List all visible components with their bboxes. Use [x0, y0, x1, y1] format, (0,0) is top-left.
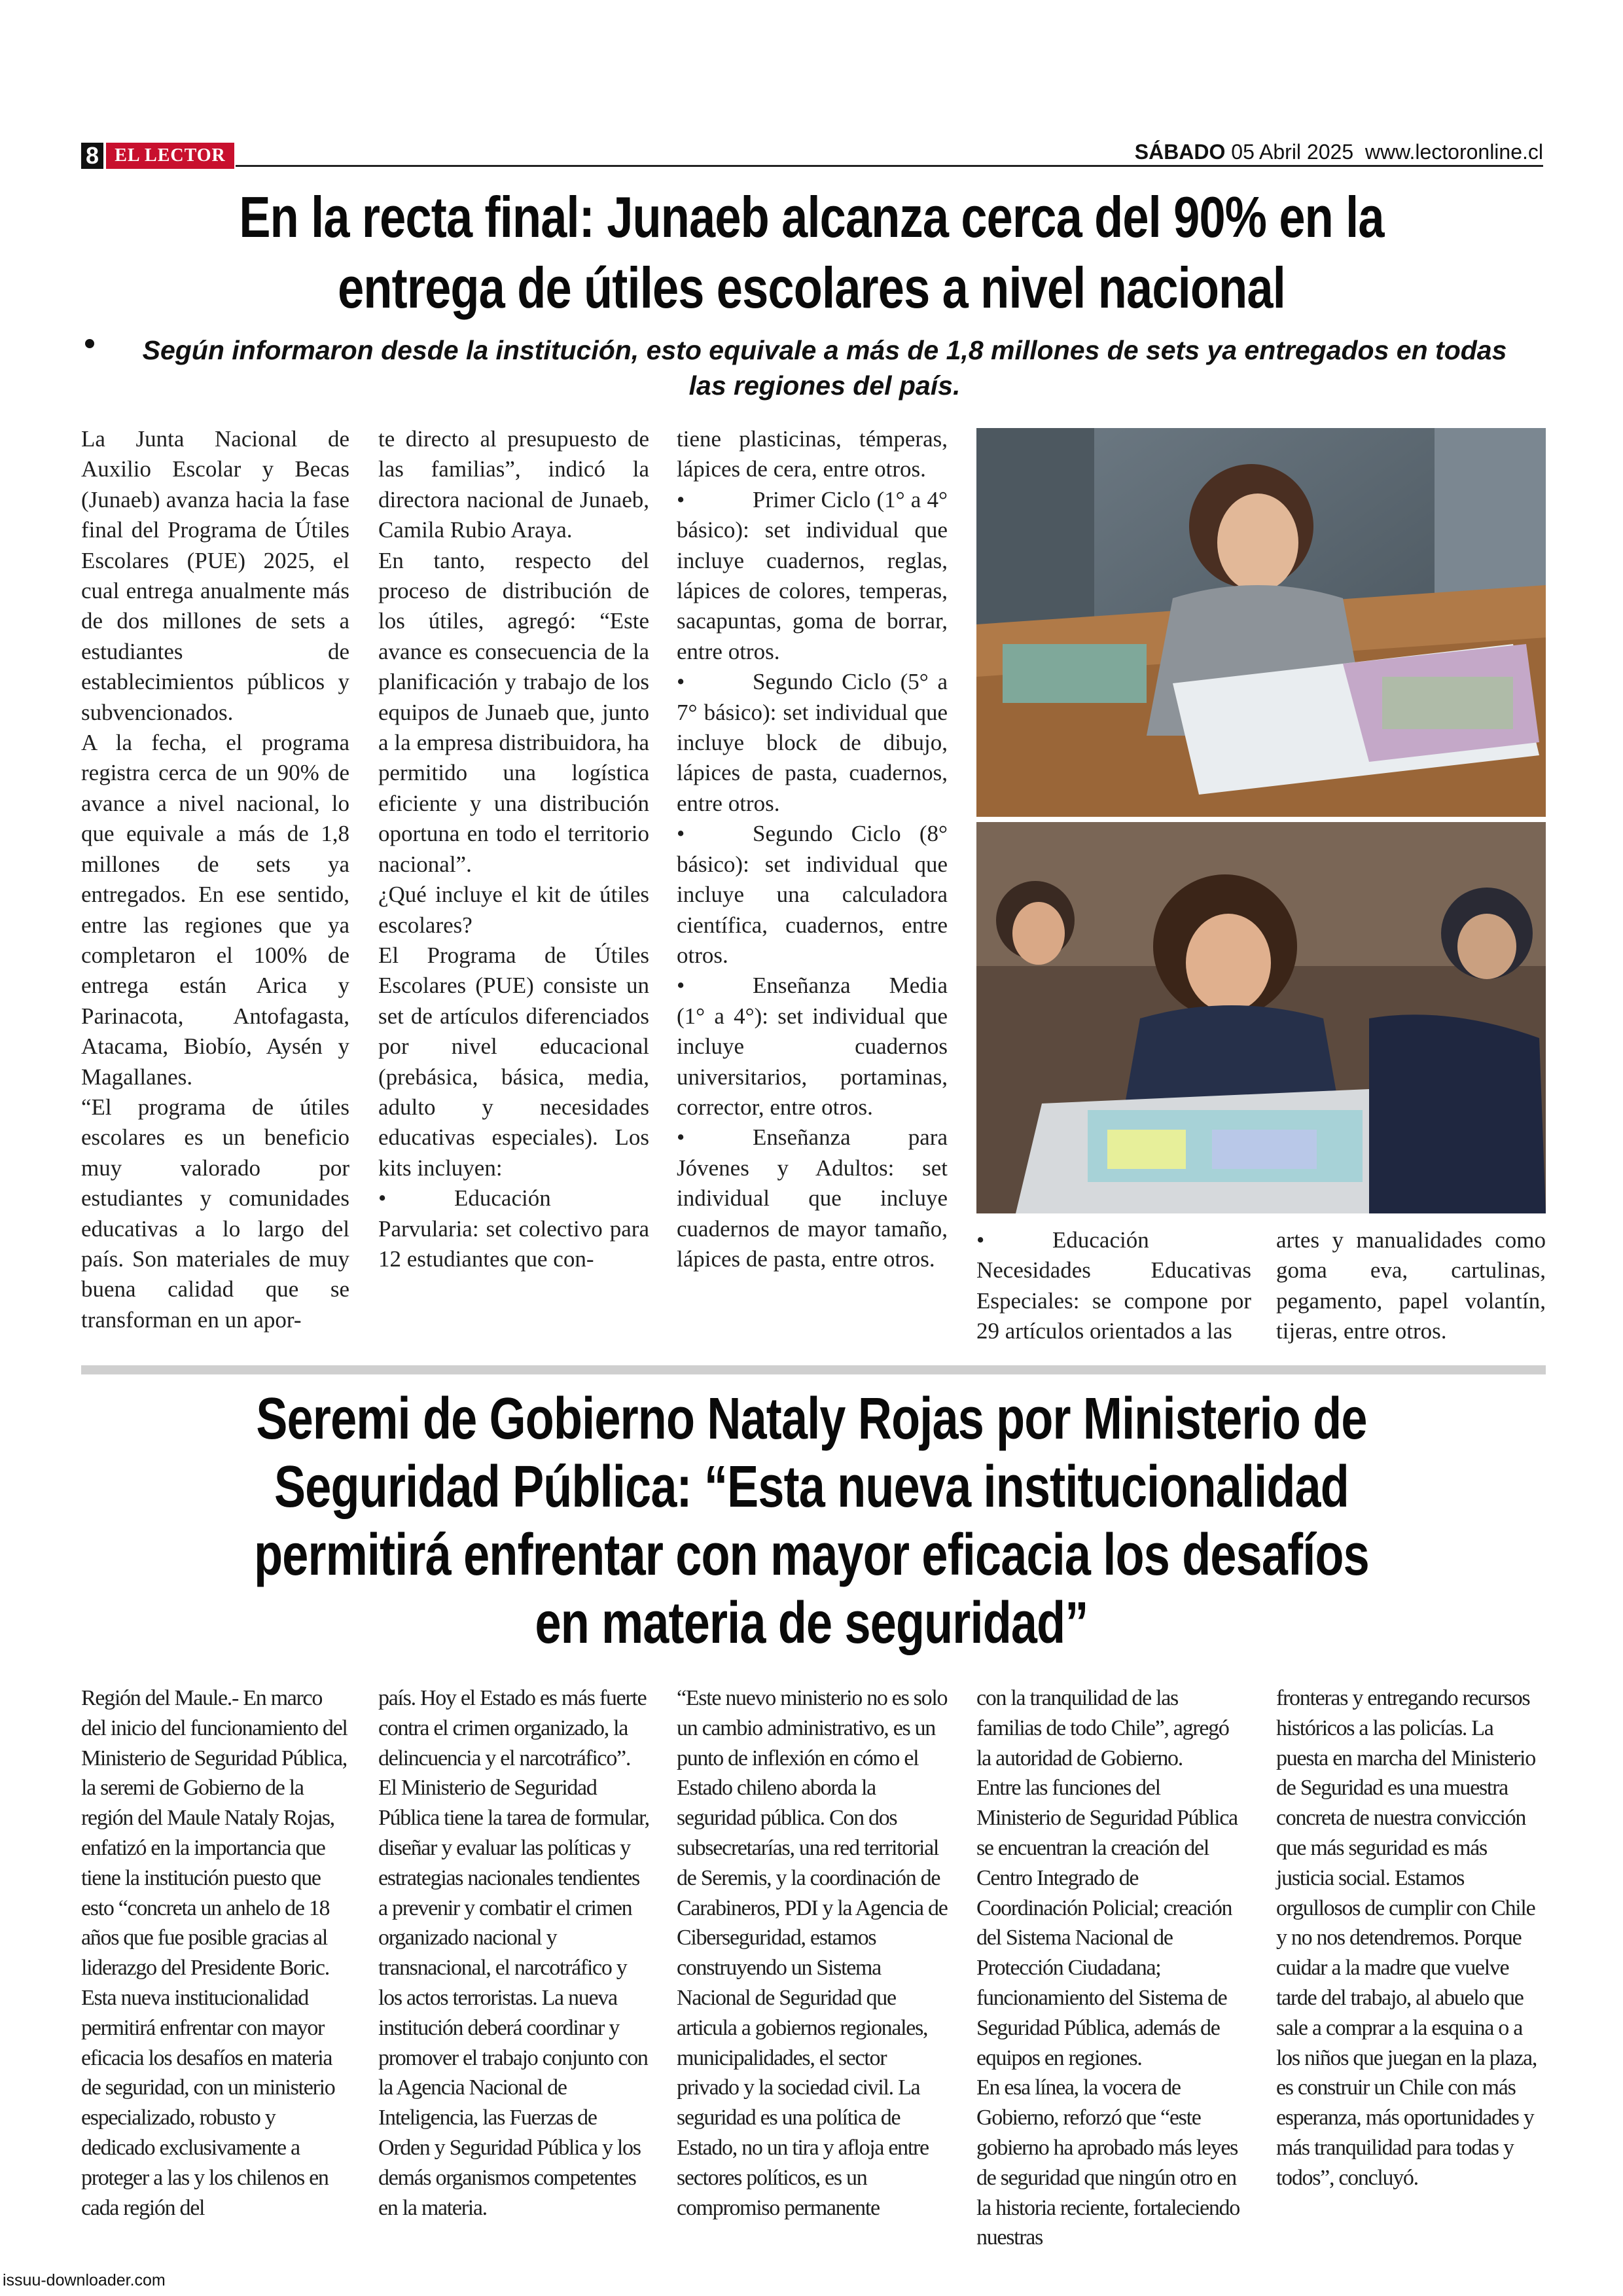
photo-children-opening-kits	[976, 822, 1546, 1213]
paragraph: En esa línea, la vocera de Gobierno, reforzó que “este gobierno ha aprobado más leyes de seguridad que ningún otro en la historia reciente, fortaleciendo nuestras	[976, 2075, 1240, 2250]
paragraph: A la fecha, el programa registra cerca de un 90% de avance a nivel nacional, lo que equivale a más de 1,8 millones de sets ya entregados. En ese sentido, entre las regiones que ya completaron el 100% de entrega están Arica y Parinacota, Antofagasta, Atacama, Biobío, Aysén y Magallanes.	[81, 730, 349, 1090]
paragraph: ¿Qué incluye el kit de útiles escolares?	[378, 882, 649, 938]
paragraph: Región del Maule.- En marco del inicio del funcionamiento del Ministerio de Seguridad Pública, la seremi de Gobierno de la región del Maule Nataly Rojas, enfatizó en la importancia que tiene la institución puesto que esto “concreta un anhelo de 18 años que fue posible gracias al liderazgo del Presidente Boric. Esta nueva institucionalidad permitirá enfrentar con mayor eficacia los desafíos en materia de seguridad, con un ministerio especializado, robusto y dedicado exclusivamente a proteger a las y los chilenos en cada región del	[81, 1686, 348, 2220]
subheadline-bullet	[85, 339, 94, 348]
article1-column-3	[677, 424, 948, 1274]
paragraph: te directo al presupuesto de las familias”, indicó la directora nacional de Junaeb, Camila Rubio Araya.	[378, 426, 649, 543]
article2-column-2	[378, 1683, 649, 2223]
article2-column-4	[976, 1683, 1247, 2253]
newspaper-logo: EL LECTOR	[106, 143, 234, 169]
section-divider	[81, 1365, 1546, 1374]
list-item: • Educación Parvularia: set colectivo para 12 estudiantes que con-	[378, 1183, 649, 1274]
list-item: • Enseñanza para Jóvenes y Adultos: set individual que incluye cuadernos de mayor tamaño, lápices de pasta, entre otros.	[677, 1122, 948, 1274]
article2-column-1	[81, 1683, 349, 2223]
paragraph: con la tranquilidad de las familias de todo Chile”, agregó la autoridad de Gobierno.	[976, 1686, 1229, 1770]
header-rule	[236, 165, 1543, 167]
header-date: 05 Abril 2025	[1225, 140, 1365, 164]
article1-column-4	[976, 1225, 1251, 1347]
header-dateline	[1135, 140, 1543, 164]
list-item: • Primer Ciclo (1° a 4° básico): set individual que incluye cuadernos, reglas, lápices de colores, temperas, sacapuntas, goma de borrar, entre otros.	[677, 485, 948, 667]
paragraph: La Junta Nacional de Auxilio Escolar y Becas (Junaeb) avanza hacia la fase final del Programa de Útiles Escolares (PUE) 2025, el cual entrega anualmente más de dos millones de sets a estudiantes de establecimientos públicos y subvencionados.	[81, 426, 349, 725]
article2-column-3	[677, 1683, 948, 2223]
article1-column-2	[378, 424, 649, 1274]
paragraph: En tanto, respecto del proceso de distribución de los útiles, agregó: “Este avance es consecuencia de la planificación y trabajo de los equipos de Junaeb que, junto a la empresa distribuidora, ha permitido una logística eficiente y una distribución oportuna en todo el territorio nacional”.	[378, 547, 649, 877]
article2-headline: Seremi de Gobierno Nataly Rojas por Ministerio de Seguridad Pública: “Esta nueva institucionalidad permitirá enfrentar con mayor eficacia los desafíos en materia de seguridad”	[254, 1386, 1369, 1656]
list-item: • Segundo Ciclo (8° básico): set individual que incluye una calculadora científica, cuadernos, entre otros.	[677, 819, 948, 971]
article1-column-5	[1276, 1225, 1546, 1347]
photo-girl-with-school-kit	[976, 428, 1546, 817]
paragraph: El Programa de Útiles Escolares (PUE) consiste un set de artículos diferenciados por nivel educacional (prebásica, básica, media, adulto y necesidades educativas especiales). Los kits incluyen:	[378, 942, 649, 1181]
header-website: www.lectoronline.cl	[1364, 140, 1543, 164]
paragraph: “Este nuevo ministerio no es solo un cambio administrativo, es un punto de inflexión en cómo el Estado chileno aborda la seguridad pública. Con dos subsecretarías, una red territorial de Seremis, y la coordinación de Carabineros, PDI y la Agencia de Ciberseguridad, estamos construyendo un Sistema Nacional de Seguridad que articula a gobiernos regionales, municipalidades, el sector privado y la sociedad civil. La seguridad es una política de Estado, no un tira y afloja entre sectores políticos, es un compromiso permanente	[677, 1686, 948, 2220]
paragraph: país. Hoy el Estado es más fuerte contra el crimen organizado, la delincuencia y el narcotráfico”.	[378, 1686, 647, 1770]
article2-column-5	[1276, 1683, 1546, 2193]
paragraph: fronteras y entregando recursos históricos a las policías. La puesta en marcha del Ministerio de Seguridad es una muestra concreta de nuestra convicción que más seguridad es más justicia social. Estamos orgullosos de cumplir con Chile y no nos detendremos. Porque cuidar a la madre que vuelve tarde del trabajo, al abuelo que sale a comprar a la esquina o a los niños que juegan en la plaza, es construir un Chile con más esperanza, más oportunidades y más tranquilidad para todas y todos”, concluyó.	[1276, 1686, 1537, 2190]
paragraph: Entre las funciones del Ministerio de Seguridad Pública se encuentran la creación del Centro Integrado de Coordinación Policial; creación del Sistema Nacional de Protección Ciudadana; funcionamiento del Sistema de Seguridad Pública, además de equipos en regiones.	[976, 1776, 1238, 2070]
article1-subheadline: Según informaron desde la institución, esto equivale a más de 1,8 millones de sets ya entregados en todas las regiones del país.	[142, 335, 1507, 401]
paragraph: El Ministerio de Seguridad Pública tiene la tarea de formular, diseñar y evaluar las políticas y estrategias nacionales tendientes a prevenir y combatir el crimen organizado nacional y transnacional, el narcotráfico y los actos terroristas. La nueva institución deberá coordinar y promover el trabajo conjunto con la Agencia Nacional de Inteligencia, las Fuerzas de Orden y Seguridad Pública y los demás organismos competentes en la materia.	[378, 1776, 649, 2220]
list-item: • Enseñanza Media (1° a 4°): set individual que incluye cuadernos universitarios, portaminas, corrector, entre otros.	[677, 971, 948, 1122]
list-item: • Segundo Ciclo (5° a 7° básico): set individual que incluye block de dibujo, lápices de pasta, cuadernos, entre otros.	[677, 667, 948, 819]
page-number: 8	[81, 143, 103, 169]
paragraph: “El programa de útiles escolares es un beneficio muy valorado por estudiantes y comunidades educativas a lo largo del país. Son materiales de muy buena calidad que se transforman en un apor-	[81, 1094, 349, 1333]
article1-headline: En la recta final: Junaeb alcanza cerca del 90% en la entrega de útiles escolares a nivel nacional	[239, 185, 1384, 320]
paragraph: tiene plasticinas, témperas, lápices de cera, entre otros.	[677, 426, 948, 482]
list-item: • Educación Necesidades Educativas Especiales: se compone por 29 artículos orientados a las	[976, 1225, 1251, 1347]
article1-column-1	[81, 424, 349, 1335]
header-day: SÁBADO	[1134, 140, 1226, 164]
footer-watermark: issuu-downloader.com	[3, 2271, 166, 2289]
paragraph: artes y manualidades como goma eva, cartulinas, pegamento, papel volantín, tijeras, entre otros.	[1276, 1227, 1546, 1344]
